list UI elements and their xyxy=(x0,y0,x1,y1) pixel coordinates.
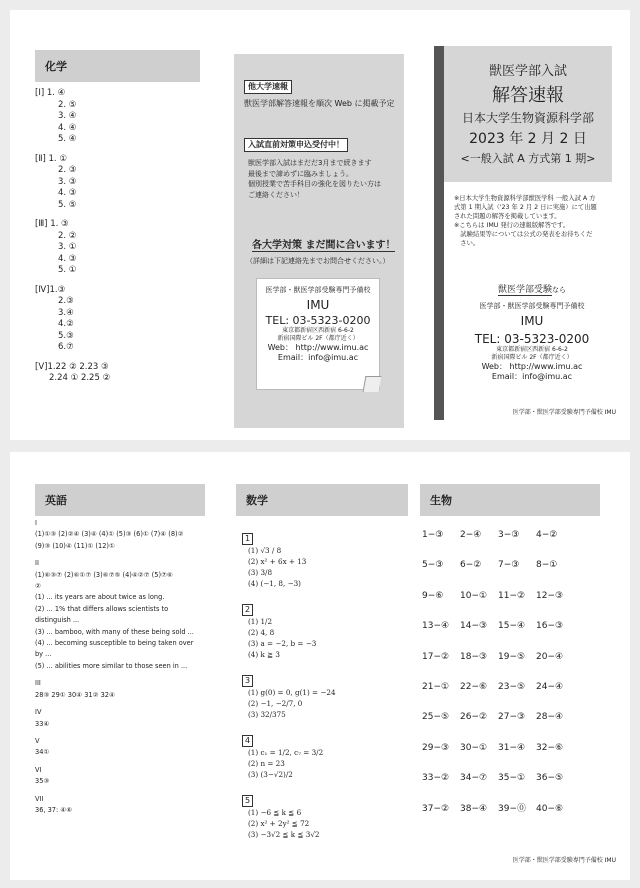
chem-line: 5. ④ xyxy=(58,134,77,144)
bio-answer: 10−① xyxy=(460,590,488,601)
bio-answer: 20−④ xyxy=(536,651,564,662)
cover-note: さい。 xyxy=(454,240,480,247)
cover-name: IMU xyxy=(520,313,544,328)
cover-title-box xyxy=(444,46,612,182)
bio-answer: 37−② xyxy=(422,803,450,814)
bio-row xyxy=(422,796,612,826)
bio-answer: 33−② xyxy=(422,773,450,784)
bio-answer: 6−② xyxy=(460,560,482,571)
bio-answer: 28−④ xyxy=(536,712,564,723)
bio-answer: 27−③ xyxy=(498,712,526,723)
chem-line: 3.④ xyxy=(58,307,74,318)
bio-answer: 7−③ xyxy=(498,560,520,571)
math-problem-number: 5 xyxy=(242,795,253,807)
math-line: (4) k ≧ 3 xyxy=(248,650,280,659)
bio-answer: 22−⑥ xyxy=(460,681,488,692)
course-line: 個別授業で苦手科目の強化を図りたい方は xyxy=(248,180,381,188)
english-line: IV xyxy=(35,708,42,717)
cover-line3: 日本大学生物資源科学部 xyxy=(461,111,594,125)
english-line: VII xyxy=(35,794,44,803)
cover-web: Web： http://www.imu.ac xyxy=(481,361,583,371)
bio-answer: 30−① xyxy=(460,742,488,753)
math-line: (3) −3√2 ≦ k ≦ 3√2 xyxy=(248,830,320,839)
math-heading: 数学 xyxy=(236,484,408,516)
course-text xyxy=(248,158,381,200)
page-2 xyxy=(10,452,630,880)
english-line: 34① xyxy=(35,748,50,757)
english-answers xyxy=(35,518,225,816)
english-line: 36, 37: ④⑥ xyxy=(35,805,73,814)
math-problem xyxy=(242,597,412,660)
bio-answer: 3−③ xyxy=(498,530,520,540)
card-tel: TEL: 03-5323-0200 xyxy=(265,313,371,327)
cover-note: ※こちらは IMU 発行の速報版解答です。 xyxy=(454,222,570,229)
other-univ-title: 他大学速報 xyxy=(244,80,292,94)
math-line: (1) −6 ≦ k ≦ 6 xyxy=(248,808,302,817)
math-problem xyxy=(242,728,412,780)
bio-row xyxy=(422,765,612,795)
english-line: (1)⑥③⑦ (2)⑥①⑦ (3)⑥⑦⑤ (4)④②⑦ (5)⑦⑥ xyxy=(35,570,173,579)
english-line: (9)③ (10)④ (11)① (12)① xyxy=(35,541,115,550)
chem-line: [Ⅱ] 1. ① xyxy=(35,153,67,164)
page-curl xyxy=(363,376,382,392)
math-answers xyxy=(242,526,412,848)
math-problem xyxy=(242,526,412,589)
english-line: (4) ... becoming susceptible to being taken over xyxy=(35,639,194,648)
math-line: (3) 32/375 xyxy=(248,710,286,719)
math-problem-number: 4 xyxy=(242,735,253,747)
math-line: (2) 4, 8 xyxy=(248,628,275,637)
chem-line: 3. ④ xyxy=(58,111,77,121)
cover-email: Email：info@imu.ac xyxy=(491,372,573,381)
english-line: III xyxy=(35,679,41,688)
math-line: (2) x² + 6x + 13 xyxy=(248,557,307,566)
page2-footer: 医学部・獣医学部受験専門予備校 IMU xyxy=(512,857,616,864)
math-problem xyxy=(242,788,412,840)
math-line: (3) a = −2, b = −3 xyxy=(248,639,317,648)
bio-answer: 8−① xyxy=(536,560,558,571)
math-line: (2) n = 23 xyxy=(248,759,285,768)
bio-answer: 40−⑥ xyxy=(536,803,564,814)
cover-footer: 医学部・獣医学部受験専門予備校 IMU xyxy=(512,409,616,416)
contact-card xyxy=(256,278,380,390)
chem-line: [Ⅴ]1.22 ② 2.23 ③ xyxy=(35,361,109,372)
chem-section xyxy=(35,154,215,212)
math-problem-number: 3 xyxy=(242,675,253,687)
math-line: (1) √3 / 8 xyxy=(248,546,282,555)
bio-answer: 34−⑦ xyxy=(460,773,488,784)
cover-note: 式第 1 期入試（'23 年 2 月 2 日に実施）にて出題 xyxy=(454,204,597,211)
bio-answer: 32−⑥ xyxy=(536,742,564,753)
math-line: (4) (−1, 8, −3) xyxy=(248,579,301,588)
bio-answer: 39−⓪ xyxy=(498,803,526,814)
cover-line5: <一般入試 A 方式第 1 期> xyxy=(460,152,596,165)
bio-answer: 36−⑤ xyxy=(536,773,564,784)
chem-section xyxy=(35,285,215,354)
bio-answer: 2−④ xyxy=(460,530,482,540)
chem-line: 4. ④ xyxy=(58,122,77,133)
card-web: Web： http://www.imu.ac xyxy=(267,342,369,352)
bio-answer: 35−① xyxy=(498,773,526,784)
english-line: (3) ... bamboo, with many of these being sold ... xyxy=(35,627,194,636)
bio-answer: 19−⑤ xyxy=(498,651,526,662)
bio-row xyxy=(422,613,612,643)
bio-row xyxy=(422,704,612,734)
bio-answer: 38−④ xyxy=(460,803,488,814)
bio-row xyxy=(422,522,612,552)
cover-line1: 獣医学部入試 xyxy=(488,64,567,79)
english-line: distinguish ... xyxy=(35,616,80,625)
cover-notes xyxy=(454,194,597,248)
math-line: (1) g(0) = 0, g(1) = −24 xyxy=(248,688,336,697)
english-line: (1) ... its years are about twice as long. xyxy=(35,593,165,602)
english-line: 28③ 29① 30④ 31② 32④ xyxy=(35,690,115,699)
middle-panel xyxy=(234,54,404,428)
bio-row xyxy=(422,583,612,613)
chem-line: 5. ① xyxy=(58,265,77,275)
chem-line: 4. ③ xyxy=(58,188,77,198)
chem-line: 2.③ xyxy=(58,296,74,306)
chem-line: 4. ③ xyxy=(58,253,77,264)
bio-answer: 15−④ xyxy=(498,621,526,632)
chem-line: 2.24 ① 2.25 ② xyxy=(49,373,111,383)
cover-side-bar xyxy=(434,46,444,420)
math-line: (3) (3−√2)/2 xyxy=(248,770,293,779)
math-problem xyxy=(242,668,412,720)
math-line: (1) c₁ = 1/2, c₇ = 3/2 xyxy=(248,748,324,757)
bio-answer: 1−③ xyxy=(422,530,444,540)
chem-line: 3. ③ xyxy=(58,176,77,187)
course-line: 最後まで諦めずに臨みましょう。 xyxy=(248,169,353,178)
card-address2: 新宿国際ビル 2F（都庁近く） xyxy=(277,334,359,342)
bio-answer: 31−④ xyxy=(498,742,526,753)
card-name: IMU xyxy=(306,297,330,312)
english-line: 35③ xyxy=(35,777,50,786)
course-line: ご連絡ください！ xyxy=(248,190,304,199)
math-line: (2) x² + 2y² ≦ 72 xyxy=(248,819,310,828)
other-univ-text: 獣医学部解答速報を順次 Web に掲載予定 xyxy=(244,99,395,108)
bio-answer: 11−② xyxy=(498,590,526,601)
english-line: V xyxy=(35,736,40,745)
card-email: Email：info@imu.ac xyxy=(277,353,359,362)
math-line: (3) 3/8 xyxy=(248,568,273,577)
bio-answer: 14−③ xyxy=(460,621,488,632)
bio-answer: 29−③ xyxy=(422,742,450,753)
math-problem-number: 2 xyxy=(242,604,253,616)
chem-line: [Ⅰ] 1. ④ xyxy=(35,88,66,98)
english-line: by ... xyxy=(35,650,52,659)
cover-address2: 新宿国際ビル 2F（都庁近く） xyxy=(491,353,573,361)
bio-answer: 16−③ xyxy=(536,621,564,632)
bio-answer: 18−③ xyxy=(460,651,488,662)
cover-jukensei: 獣医学部受験 xyxy=(497,285,552,295)
chem-section xyxy=(35,219,215,277)
english-line: I xyxy=(35,519,37,527)
math-line: (1) 1/2 xyxy=(248,617,273,626)
bio-row xyxy=(422,644,612,674)
bio-answer: 24−④ xyxy=(536,681,564,692)
cover-line4: 2023 年 2 月 2 日 xyxy=(469,131,587,147)
course-title: 入試直前対策申込受付中！ xyxy=(244,138,348,152)
english-line: (2) ... 1% that differs allows scientists to xyxy=(35,604,169,613)
english-line: (5) ... abilities more similar to those seen in ... xyxy=(35,661,188,670)
english-line: II xyxy=(35,559,39,568)
english-line: VI xyxy=(35,765,42,774)
cover-school: 医学部・獣医学部受験専門予備校 xyxy=(479,302,585,310)
bio-answer: 9−⑥ xyxy=(422,590,444,601)
cover-jukensei-suffix: なら xyxy=(552,286,566,294)
english-heading: 英語 xyxy=(35,484,205,516)
chem-line: 2. ⑤ xyxy=(58,99,77,110)
cover-note: 試験結果等については公式の発表をお待ちくだ xyxy=(454,231,593,238)
cover-note: された問題の解答を掲載しています。 xyxy=(454,213,561,220)
chem-line: 5. ⑤ xyxy=(58,199,77,210)
bio-answer: 12−③ xyxy=(536,590,564,601)
bio-answer: 17−② xyxy=(422,651,450,662)
english-line: ② xyxy=(35,582,41,591)
math-line: (2) −1, −2/7, 0 xyxy=(248,699,303,708)
cover-contact xyxy=(454,282,610,383)
slogan-note: （詳細は下記連絡先までお問合せください。） xyxy=(246,257,390,265)
bio-answer: 4−② xyxy=(536,530,558,540)
chem-line: 6.⑦ xyxy=(58,342,74,352)
english-line: 33④ xyxy=(35,719,50,728)
bio-answer: 25−⑤ xyxy=(422,712,450,723)
bio-answer: 13−④ xyxy=(422,621,450,632)
cover-note: ※日本大学生物資源科学部獣医学科 一般入試 A 方 xyxy=(454,195,596,202)
chem-heading: 化学 xyxy=(35,50,200,82)
bio-row xyxy=(422,735,612,765)
english-line: (1)①③ (2)②④ (3)④ (4)① (5)③ (6)① (7)④ (8)② xyxy=(35,530,184,539)
cover-line2: 解答速報 xyxy=(492,85,564,106)
chem-line: 3. ① xyxy=(58,242,77,252)
chem-line: 4.② xyxy=(58,319,74,329)
chem-answers xyxy=(35,88,215,393)
card-address1: 東京都新宿区西新宿 6-6-2 xyxy=(282,326,354,334)
bio-answer: 26−② xyxy=(460,712,488,723)
bio-answers xyxy=(422,522,612,826)
chem-line: 2. ② xyxy=(58,230,77,241)
chem-line: 2. ③ xyxy=(58,165,77,175)
slogan: 各大学対策 まだ間に合います！ xyxy=(252,236,395,252)
bio-heading: 生物 xyxy=(420,484,600,516)
chem-section xyxy=(35,362,215,385)
chem-line: 5.③ xyxy=(58,330,74,341)
chem-line: [Ⅲ] 1. ③ xyxy=(35,219,69,229)
bio-answer: 23−⑤ xyxy=(498,681,526,692)
bio-row xyxy=(422,552,612,582)
math-problem-number: 1 xyxy=(242,533,253,545)
cover-address1: 東京都新宿区西新宿 6-6-2 xyxy=(496,345,568,353)
course-line: 獣医学部入試はまだだ3月まで続きます xyxy=(248,159,372,167)
card-school: 医学部・獣医学部受験専門予備校 xyxy=(265,286,371,294)
chem-section xyxy=(35,88,215,146)
bio-answer: 21−① xyxy=(422,681,450,692)
cover-tel: TEL: 03-5323-0200 xyxy=(474,331,590,346)
bio-answer: 5−③ xyxy=(422,560,444,571)
page-1 xyxy=(10,10,630,440)
bio-row xyxy=(422,674,612,704)
chem-line: [Ⅳ]1.③ xyxy=(35,284,66,295)
